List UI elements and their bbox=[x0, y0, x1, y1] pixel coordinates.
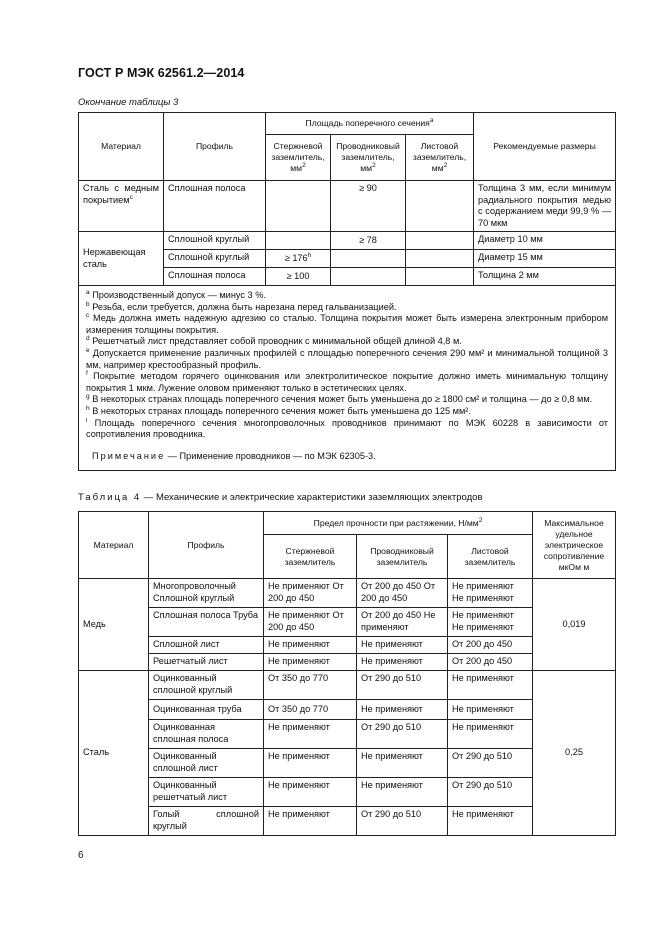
strip-cell: Не применяют bbox=[448, 700, 533, 720]
footnote-a bbox=[86, 290, 608, 302]
strip-cell bbox=[406, 250, 474, 268]
header-wire-sup: 2 bbox=[372, 162, 376, 170]
footnote-i bbox=[86, 418, 608, 441]
footnote-h bbox=[86, 406, 608, 418]
material-sup: c bbox=[129, 193, 133, 201]
material-label: Сталь с медным покрытием bbox=[83, 183, 159, 205]
profile-cell: Сплошная полоса Труба bbox=[149, 608, 264, 637]
footnotes-cell bbox=[79, 286, 616, 471]
header-wire bbox=[331, 135, 406, 181]
wire-cell: Не применяют bbox=[357, 778, 448, 807]
profile-cell: Голый сплошной круглый bbox=[149, 807, 264, 836]
table-row bbox=[79, 671, 616, 700]
material-cell: Сталь bbox=[79, 671, 149, 836]
footnote-text: Медь должна иметь надежную адгезию со сталью. Толщина покрытия может быть измерена электронным прибором измерения толщины покрытия. bbox=[86, 313, 609, 335]
footnote-mark: c bbox=[86, 312, 90, 320]
material-cell: Нержавеющая сталь bbox=[79, 232, 164, 286]
recommended-cell: Толщина 3 мм, если минимум радиального покрытия медью с содержанием меди 99,9 % — 70 мкм bbox=[474, 181, 616, 232]
footnote-c bbox=[86, 313, 608, 336]
header-profile: Профиль bbox=[164, 113, 266, 181]
footnote-mark: e bbox=[86, 346, 90, 354]
footnote-text: Площадь поперечного сечения многопроволочных проводников принимают по МЭК 60228 в зависимости от сопротивления проводника. bbox=[86, 417, 609, 440]
resistivity-cell: 0,019 bbox=[533, 579, 616, 671]
footnote-text: Производственный допуск — минус 3 %. bbox=[92, 290, 266, 300]
wire-cell: Не применяют bbox=[357, 654, 448, 671]
table-row bbox=[79, 232, 616, 250]
profile-cell: Оцинкованная сплошная полоса bbox=[149, 720, 264, 749]
table3-note bbox=[86, 451, 608, 463]
material-cell: Медь bbox=[79, 579, 149, 671]
footnote-b bbox=[86, 302, 608, 314]
table3-continuation-label: Окончание таблицы 3 bbox=[78, 97, 179, 108]
table4-caption-label: Таблица 4 bbox=[78, 492, 142, 503]
rod-cell: Не применяют bbox=[264, 807, 357, 836]
table-4 bbox=[78, 511, 616, 836]
header-area bbox=[266, 113, 474, 135]
resistivity-cell: 0,25 bbox=[533, 671, 616, 836]
strip-cell bbox=[406, 268, 474, 286]
footnote-g bbox=[86, 394, 608, 406]
profile-cell: Сплошная полоса bbox=[164, 181, 266, 232]
wire-cell: Не применяют bbox=[357, 637, 448, 654]
rod-cell bbox=[266, 250, 331, 268]
table4-caption bbox=[78, 492, 483, 503]
header-area-sup: a bbox=[429, 117, 434, 125]
wire-cell bbox=[331, 250, 406, 268]
wire-cell: От 200 до 450 Не применяют bbox=[357, 608, 448, 637]
footnote-text: Покрытие методом горячего оцинкования или электролитическое покрытие должно иметь минимальную толщину покрытия 1 мкм. Лужение оловом применяют только в эстетических целях. bbox=[86, 371, 609, 393]
wire-cell: ≥ 78 bbox=[331, 232, 406, 250]
strip-cell: От 290 до 510 bbox=[448, 749, 533, 778]
strip-cell: Не применяют bbox=[448, 807, 533, 836]
header-strength bbox=[264, 512, 533, 535]
footnote-mark: h bbox=[86, 404, 90, 412]
wire-cell: ≥ 90 bbox=[331, 181, 406, 232]
profile-cell: Сплошной лист bbox=[149, 637, 264, 654]
wire-cell: От 290 до 510 bbox=[357, 720, 448, 749]
rod-cell: Не применяют bbox=[264, 720, 357, 749]
strip-cell: От 290 до 510 bbox=[448, 778, 533, 807]
table-row bbox=[79, 181, 616, 232]
wire-cell: От 200 до 450 От 200 до 450 bbox=[357, 579, 448, 608]
recommended-cell: Диаметр 10 мм bbox=[474, 232, 616, 250]
header-strip-label: Листовой заземлитель, мм bbox=[412, 141, 467, 173]
footnote-mark: b bbox=[86, 300, 90, 308]
footnote-text: Решетчатый лист представляет собой проводник с минимальной общей длиной 4,8 м. bbox=[92, 336, 462, 347]
footnote-e bbox=[86, 348, 608, 371]
profile-cell: Сплошной круглый bbox=[164, 232, 266, 250]
strip-cell: Не применяют Не применяют bbox=[448, 579, 533, 608]
header-rod: Стержневой заземлитель bbox=[264, 535, 357, 579]
footnote-mark: i bbox=[86, 416, 88, 424]
note-text: — Применение проводников — по МЭК 62305-3. bbox=[165, 450, 376, 461]
rod-cell: Не применяют bbox=[264, 654, 357, 671]
strip-cell: От 200 до 450 bbox=[448, 654, 533, 671]
strip-cell bbox=[406, 232, 474, 250]
footnote-text: Допускается применение различных профилей с площадью поперечного сечения 290 мм² и минимальной толщиной 3 мм, например крестообразный профиль. bbox=[86, 347, 609, 370]
footnote-mark: g bbox=[86, 393, 90, 401]
page-number: 6 bbox=[78, 850, 84, 861]
header-recommended: Рекомендуемые размеры bbox=[474, 113, 616, 181]
document-header: ГОСТ Р МЭК 62561.2—2014 bbox=[78, 66, 245, 80]
header-rod-sup: 2 bbox=[302, 162, 306, 170]
wire-cell: От 290 до 510 bbox=[357, 671, 448, 700]
header-material: Материал bbox=[79, 113, 164, 181]
strip-cell bbox=[406, 181, 474, 232]
header-strip bbox=[406, 135, 474, 181]
footnote-text: В некоторых странах площадь поперечного сечения может быть уменьшена до 125 мм². bbox=[92, 405, 471, 416]
strip-cell: Не применяют bbox=[448, 720, 533, 749]
footnote-mark: a bbox=[86, 288, 90, 296]
profile-cell: Оцинкованная труба bbox=[149, 700, 264, 720]
profile-cell: Оцинкованный сплошной лист bbox=[149, 749, 264, 778]
header-resistivity: Максимальное удельное электрическое сопротивление мкОм м bbox=[533, 512, 616, 579]
rod-sup: h bbox=[307, 251, 312, 259]
header-strength-sup: 2 bbox=[478, 516, 483, 524]
footnotes-row bbox=[79, 286, 616, 471]
wire-cell: Не применяют bbox=[357, 749, 448, 778]
profile-cell: Сплошная полоса bbox=[164, 268, 266, 286]
profile-cell: Сплошной круглый bbox=[164, 250, 266, 268]
rod-cell: ≥ 100 bbox=[266, 268, 331, 286]
material-cell bbox=[79, 181, 164, 232]
header-strip: Листовой заземлитель bbox=[448, 535, 533, 579]
footnote-text: Резьба, если требуется, должна быть нарезана перед гальванизацией. bbox=[92, 301, 397, 312]
profile-cell: Оцинкованный сплошной круглый bbox=[149, 671, 264, 700]
header-strip-sup: 2 bbox=[443, 162, 448, 170]
strip-cell: Не применяют bbox=[448, 671, 533, 700]
header-wire: Проводниковый заземлитель bbox=[357, 535, 448, 579]
strip-cell: Не применяют Не применяют bbox=[448, 608, 533, 637]
rod-cell: Не применяют От 200 до 450 bbox=[264, 608, 357, 637]
table-3 bbox=[78, 112, 616, 471]
rod-cell: От 350 до 770 bbox=[264, 671, 357, 700]
header-strength-label: Предел прочности при растяжении, Н/мм bbox=[313, 517, 479, 528]
profile-cell: Оцинкованный решетчатый лист bbox=[149, 778, 264, 807]
header-material: Материал bbox=[79, 512, 149, 579]
header-rod bbox=[266, 135, 331, 181]
recommended-cell: Толщина 2 мм bbox=[474, 268, 616, 286]
recommended-cell: Диаметр 15 мм bbox=[474, 250, 616, 268]
wire-cell bbox=[331, 268, 406, 286]
profile-cell: Многопроволочный Сплошной круглый bbox=[149, 579, 264, 608]
rod-cell: Не применяют От 200 до 450 bbox=[264, 579, 357, 608]
rod-cell: Не применяют bbox=[264, 749, 357, 778]
rod-cell: От 350 до 770 bbox=[264, 700, 357, 720]
table4-caption-text: — Механические и электрические характеристики заземляющих электродов bbox=[141, 492, 483, 503]
rod-cell: Не применяют bbox=[264, 778, 357, 807]
rod-cell: Не применяют bbox=[264, 637, 357, 654]
strip-cell: От 200 до 450 bbox=[448, 637, 533, 654]
footnote-f bbox=[86, 371, 608, 394]
header-wire-label: Проводниковый заземлитель, мм bbox=[336, 141, 400, 173]
wire-cell: От 290 до 510 bbox=[357, 807, 448, 836]
footnote-text: В некоторых странах площадь поперечного сечения может быть уменьшена до ≥ 1800 см² и толщина — до ≥ 0,8 мм. bbox=[92, 394, 593, 405]
rod-cell bbox=[266, 232, 331, 250]
header-rod-label: Стержневой заземлитель, мм bbox=[271, 141, 325, 173]
table-row bbox=[79, 579, 616, 608]
footnote-d bbox=[86, 336, 608, 348]
rod-cell bbox=[266, 181, 331, 232]
header-area-label: Площадь поперечного сечения bbox=[305, 118, 430, 128]
note-label: Примечание bbox=[92, 450, 166, 461]
rod-value: ≥ 176 bbox=[284, 252, 308, 263]
wire-cell: Не применяют bbox=[357, 700, 448, 720]
header-profile: Профиль bbox=[149, 512, 264, 579]
footnote-mark: f bbox=[86, 370, 88, 378]
profile-cell: Решетчатый лист bbox=[149, 654, 264, 671]
footnote-mark: d bbox=[86, 335, 90, 343]
